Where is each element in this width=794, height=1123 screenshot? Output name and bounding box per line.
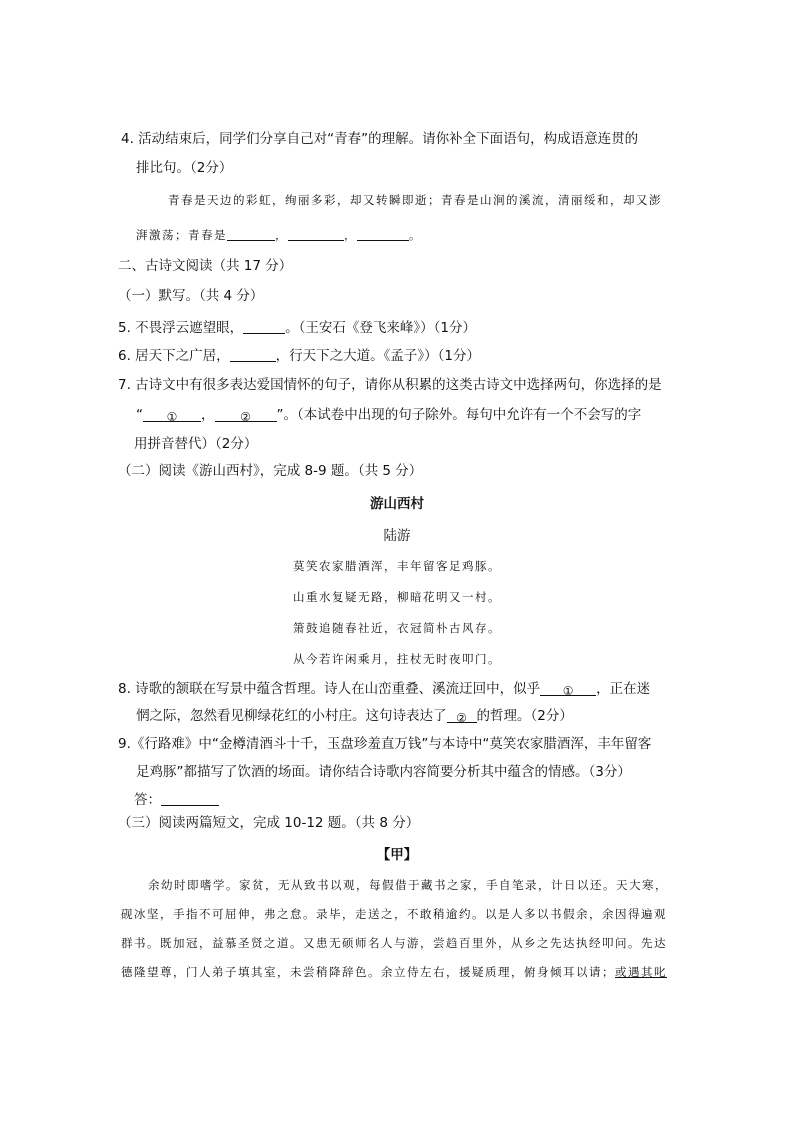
q8-text-a: 8. 诗歌的颔联在写景中蕴含哲理。诗人在山峦重叠、溪流迂回中，似乎 <box>118 681 541 697</box>
q7-open-quote: “ <box>136 407 143 423</box>
q5-answer-blank[interactable] <box>243 319 285 334</box>
q8-text-b: ，正在迷 <box>596 681 651 697</box>
poem-line-3: 箫鼓追随春社近，衣冠简朴古风存。 <box>293 621 501 635</box>
q8-answer-blank-2[interactable]: ② <box>447 708 477 723</box>
passage-underlined-phrase: 或遇其叱 <box>615 965 667 979</box>
q9-line2: 足鸡豚”都描写了饮酒的场面。请你结合诗歌内容简要分析其中蕴含的情感。（3分） <box>136 764 631 780</box>
q8-answer-blank-1[interactable]: ① <box>540 681 596 696</box>
q9-line1: 9.《行路难》中“金樽清酒斗十千，玉盘珍羞直万钱”与本诗中“莫笑农家腊酒浑，丰年留客 <box>118 736 652 752</box>
q4-text-line2 <box>136 225 422 245</box>
q5-line <box>118 318 476 338</box>
section2-sub3: （三）阅读两篇短文，完成 10-12 题。（共 8 分） <box>118 815 420 831</box>
q4-answer-blank-1[interactable] <box>227 226 275 241</box>
q4-prompt-line1: 4. 活动结束后，同学们分享自己对“青春”的理解。请你补全下面语句，构成语意连贯的 <box>121 131 639 147</box>
passage-line-4-text: 德隆望尊，门人弟子填其室，未尝稍降辞色。余立侍左右，援疑质理，俯身倾耳以请； <box>121 965 615 979</box>
section2-title: 二、古诗文阅读（共 17 分） <box>118 258 293 274</box>
poem-title: 游山西村 <box>370 496 424 512</box>
q7-line2 <box>136 405 641 425</box>
q4-period: 。 <box>409 228 422 242</box>
section2-sub1: （一）默写。（共 4 分） <box>118 288 264 304</box>
q4-comma-2: ， <box>344 228 357 242</box>
poem-line-4: 从今若许闲乘月，拄杖无时夜叩门。 <box>293 652 501 666</box>
q4-prompt-line2: 排比句。（2分） <box>136 160 233 176</box>
q6-text-a: 6. 居天下之广居， <box>118 348 230 364</box>
q8-text-d: 的哲理。（2分） <box>476 708 573 724</box>
passage-line-2: 砚冰坚，手指不可屈伸，弗之怠。录毕，走送之，不敢稍逾约。以是人多以书假余，余因得遍观 <box>121 907 667 921</box>
q8-text-c: 惘之际，忽然看见柳绿花红的小村庄。这句诗表达了 <box>136 708 447 724</box>
q9-answer-line <box>134 790 219 810</box>
q4-comma-1: ， <box>275 228 288 242</box>
q5-text-b: 。（王安石《登飞来峰》）（1分） <box>285 320 477 336</box>
q6-line <box>118 346 480 366</box>
poem-author: 陆游 <box>383 528 411 544</box>
q6-answer-blank[interactable] <box>230 347 276 362</box>
q9-answer-label: 答： <box>134 792 161 808</box>
q4-answer-blank-3[interactable] <box>357 226 409 241</box>
passage-line-1: 余幼时即嗜学。家贫，无从致书以观，每假借于藏书之家，手自笔录，计日以还。天大寒， <box>148 878 668 892</box>
q7-text-c: ”。（本试卷中出现的句子除外。每句中允许有一个不会写的字 <box>276 407 642 423</box>
section2-sub2: （二）阅读《游山西村》，完成 8-9 题。（共 5 分） <box>118 463 423 479</box>
q8-line2 <box>136 706 573 726</box>
q5-text-a: 5. 不畏浮云遮望眼， <box>118 320 244 336</box>
q6-text-b: ，行天下之大道。《孟子》）（1分） <box>275 348 481 364</box>
q8-line1 <box>118 679 650 699</box>
passage-label: 【甲】 <box>376 847 418 863</box>
q7-comma: ， <box>201 407 215 423</box>
poem-line-1: 莫笑农家腊酒浑，丰年留客足鸡豚。 <box>293 559 501 573</box>
q7-answer-blank-2[interactable]: ② <box>215 407 277 422</box>
passage-line-3: 群书。既加冠，益慕圣贤之道。又患无硕师名人与游，尝趋百里外，从乡之先达执经叩问。先达 <box>121 936 667 950</box>
q4-text-start: 湃激荡；青春是 <box>136 228 227 242</box>
poem-line-2: 山重水复疑无路，柳暗花明又一村。 <box>293 590 501 604</box>
q7-line1: 7. 古诗文中有很多表达爱国情怀的句子，请你从积累的这类古诗文中选择两句，你选择的是 <box>118 377 662 393</box>
passage-line-4 <box>121 962 667 982</box>
q9-answer-blank[interactable] <box>161 791 219 806</box>
q4-text-line1: 青春是天边的彩虹，绚丽多彩，却又转瞬即逝；青春是山涧的溪流，清丽绥和，却又澎 <box>168 193 662 207</box>
q4-answer-blank-2[interactable] <box>288 226 344 241</box>
q7-answer-blank-1[interactable]: ① <box>143 407 201 422</box>
q7-line3: 用拼音替代）（2分） <box>134 436 258 452</box>
